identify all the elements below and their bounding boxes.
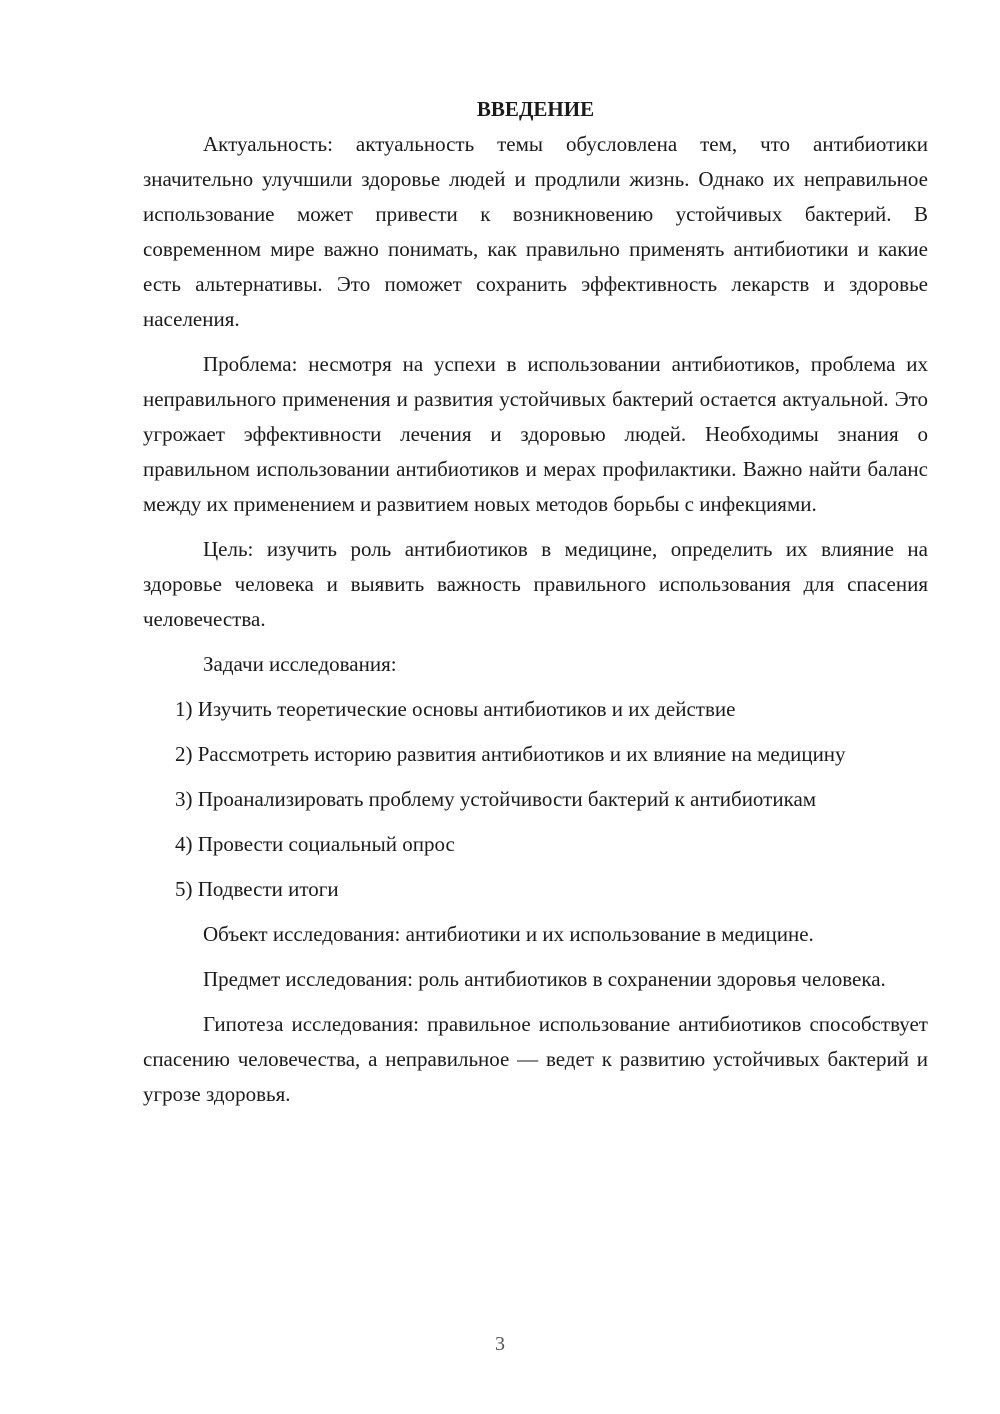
paragraph-problem: Проблема: несмотря на успехи в использовании антибиотиков, проблема их неправильного применения и развития устойчивых бактерий остается актуальной. Это угрожает эффективности лечения и здоровью людей. Необходимы знания о правильном использовании антибиотиков и мерах профилактики. Важно найти баланс между их применением и развитием новых методов борьбы с инфекциями. xyxy=(143,352,928,516)
list-item: 1) Изучить теоретические основы антибиотиков и их действие xyxy=(175,697,736,721)
list-item: 2) Рассмотреть историю развития антибиотиков и их влияние на медицину xyxy=(175,742,846,766)
tasks-list xyxy=(143,692,928,907)
paragraph-subject: Предмет исследования: роль антибиотиков в сохранении здоровья человека. xyxy=(203,967,886,991)
page-number: 3 xyxy=(495,1333,505,1355)
paragraph-goal: Цель: изучить роль антибиотиков в медицине, определить их влияние на здоровье человека и выявить важность правильного использования для спасения человечества. xyxy=(143,537,928,631)
tasks-heading: Задачи исследования: xyxy=(203,652,397,676)
paragraph-object: Объект исследования: антибиотики и их использование в медицине. xyxy=(203,922,814,946)
list-item: 4) Провести социальный опрос xyxy=(175,832,455,856)
list-item: 5) Подвести итоги xyxy=(175,877,339,901)
paragraph-hypothesis: Гипотеза исследования: правильное использование антибиотиков способствует спасению человечества, а неправильное — ведет к развитию устойчивых бактерий и угрозе здоровья. xyxy=(143,1012,928,1106)
list-item: 3) Проанализировать проблему устойчивости бактерий к антибиотикам xyxy=(175,787,817,811)
paragraph-relevance: Актуальность: актуальность темы обусловлена тем, что антибиотики значительно улучшили здоровье людей и продлили жизнь. Однако их неправильное использование может привести к возникновению устойчивых бактерий. В современном мире важно понимать, как правильно применять антибиотики и какие есть альтернативы. Это поможет сохранить эффективность лекарств и здоровье населения. xyxy=(143,132,928,331)
page-title: ВВЕДЕНИЕ xyxy=(476,97,595,121)
document-page xyxy=(143,92,928,1112)
